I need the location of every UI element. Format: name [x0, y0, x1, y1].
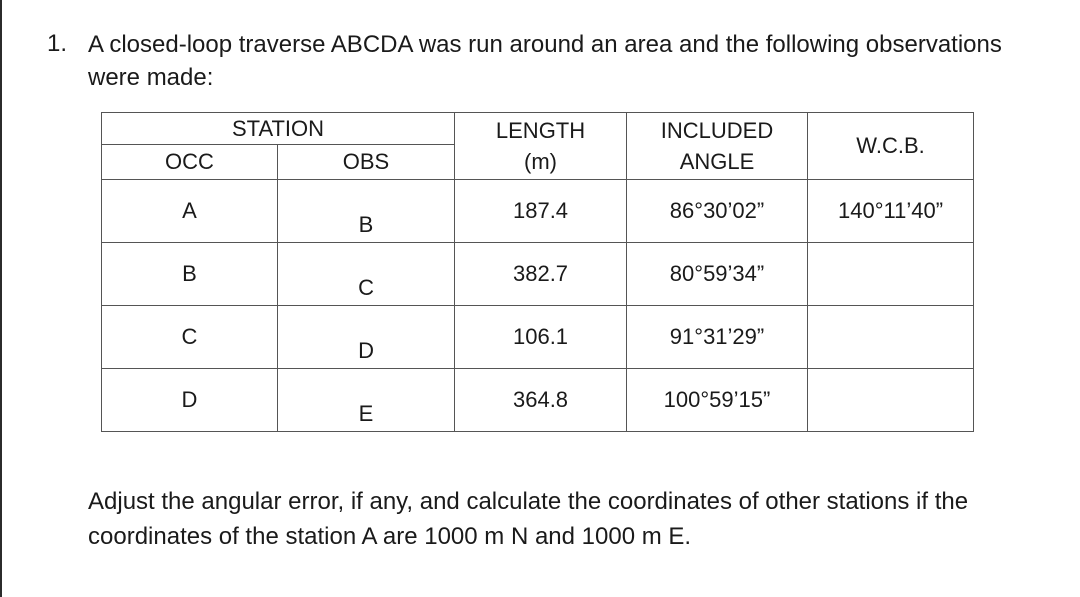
header-length-line1: LENGTH [495, 118, 586, 143]
header-station: STATION [102, 113, 455, 145]
cell-obs: C [278, 243, 455, 306]
cell-occ: B [102, 243, 278, 306]
cell-obs: D [278, 306, 455, 369]
header-occ: OCC [102, 145, 278, 180]
header-length-line2: (m) [524, 149, 557, 174]
header-obs: OBS [278, 145, 455, 180]
cell-included-angle: 80°59’34” [627, 243, 808, 306]
header-wcb: W.C.B. [808, 113, 974, 180]
header-included-angle [627, 113, 808, 180]
cell-wcb [808, 243, 974, 306]
cell-included-angle: 100°59’15” [627, 369, 808, 432]
cell-included-angle: 86°30’02” [627, 180, 808, 243]
table-row [102, 306, 974, 369]
cell-length: 364.8 [455, 369, 627, 432]
header-length [455, 113, 627, 180]
cell-length: 382.7 [455, 243, 627, 306]
question-intro-text: A closed-loop traverse ABCDA was run around an area and the following observations were made: [88, 31, 1002, 91]
cell-included-angle: 91°31’29” [627, 306, 808, 369]
cell-wcb [808, 306, 974, 369]
cell-obs: B [278, 180, 455, 243]
header-angle-line2: ANGLE [679, 149, 755, 174]
table-row [102, 180, 974, 243]
table-row [102, 369, 974, 432]
table-header-row [102, 113, 974, 145]
table-row [102, 243, 974, 306]
page-left-edge [0, 0, 2, 597]
cell-wcb [808, 369, 974, 432]
cell-occ: C [102, 306, 278, 369]
traverse-observations-table [101, 112, 974, 432]
cell-length: 187.4 [455, 180, 627, 243]
cell-occ: D [102, 369, 278, 432]
question-task-text: Adjust the angular error, if any, and calculate the coordinates of other stations if the coordinates of the station A are 1000 m N and 1000 m E. [88, 488, 969, 550]
header-angle-line1: INCLUDED [660, 118, 774, 143]
question-number: 1. [47, 30, 68, 57]
cell-length: 106.1 [455, 306, 627, 369]
cell-obs: E [278, 369, 455, 432]
cell-wcb: 140°11’40” [808, 180, 974, 243]
cell-occ: A [102, 180, 278, 243]
